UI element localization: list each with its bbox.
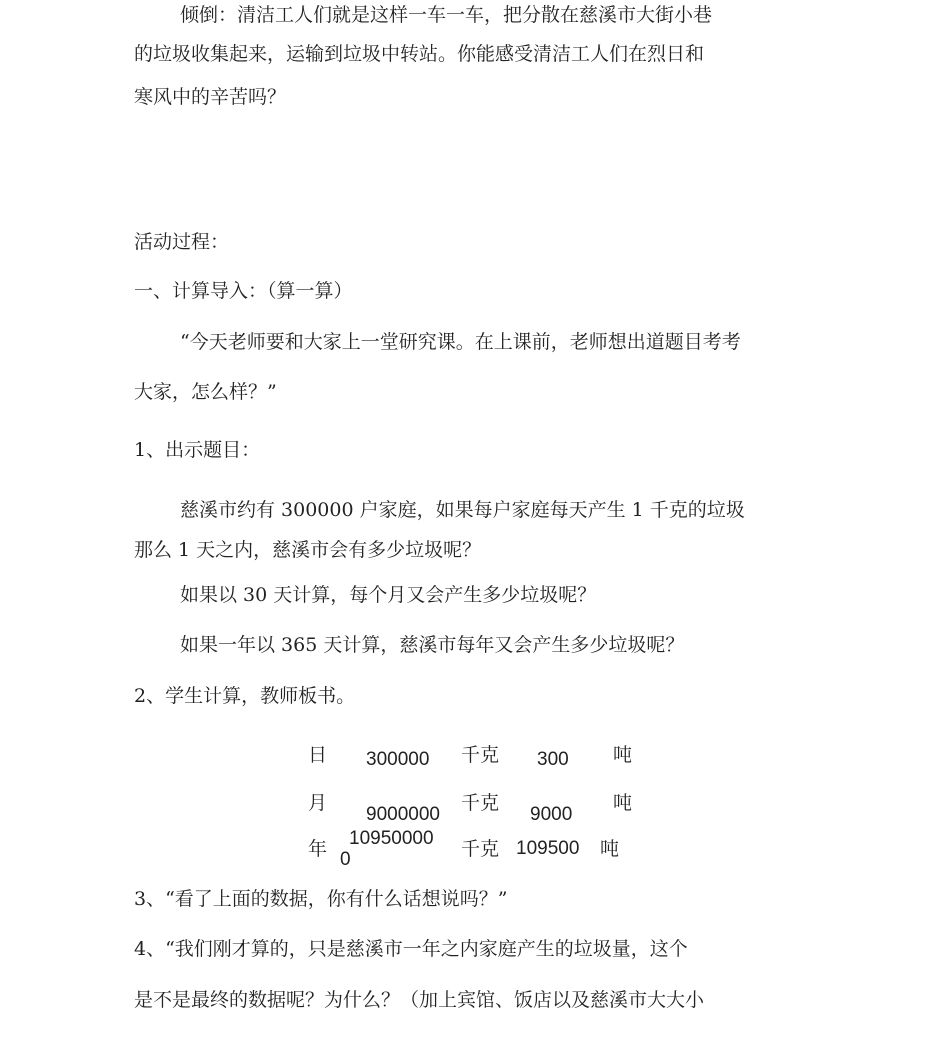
- intro-paragraph-line-1: 倾倒：清洁工人们就是这样一车一车，把分散在慈溪市大街小巷: [180, 4, 713, 26]
- question-1-line-2: 那么 1 天之内，慈溪市会有多少垃圾呢？: [134, 539, 482, 561]
- table-row-year-label: 年: [308, 838, 328, 860]
- table-row-year-ton: 109500: [516, 838, 580, 859]
- table-row-day-kg-unit: 千克: [461, 744, 500, 766]
- table-row-month-kg-unit: 千克: [461, 792, 500, 814]
- table-row-day-label: 日: [308, 744, 328, 766]
- quote-line-1: “今天老师要和大家上一堂研究课。在上课前，老师想出道题目考考: [180, 331, 741, 353]
- question-3: 如果一年以 365 天计算，慈溪市每年又会产生多少垃圾呢？: [180, 634, 685, 656]
- section-1-heading: 一、计算导入：（算一算）: [134, 280, 353, 302]
- intro-paragraph-line-3: 寒风中的辛苦吗？: [134, 86, 287, 108]
- quote-line-2: 大家，怎么样？”: [134, 381, 277, 403]
- table-row-year-kg-overflow: 0: [340, 849, 351, 870]
- item-1-heading: 1、出示题目：: [134, 439, 261, 461]
- item-2-heading: 2、学生计算，教师板书。: [134, 685, 356, 707]
- table-row-year-ton-unit: 吨: [600, 838, 620, 860]
- question-2: 如果以 30 天计算，每个月又会产生多少垃圾呢？: [180, 584, 597, 606]
- table-row-day-ton-unit: 吨: [613, 744, 633, 766]
- item-3: 3、“看了上面的数据，你有什么话想说吗？”: [134, 888, 508, 910]
- table-row-month-ton: 9000: [530, 804, 573, 825]
- table-row-month-kg: 9000000: [366, 804, 440, 825]
- process-heading: 活动过程：: [134, 231, 230, 253]
- table-row-month-label: 月: [308, 792, 328, 814]
- table-row-day-kg: 300000: [366, 749, 430, 770]
- question-1-line-1: 慈溪市约有 300000 户家庭，如果每户家庭每天产生 1 千克的垃圾: [180, 499, 745, 521]
- table-row-year-kg: 10950000: [349, 828, 434, 849]
- item-4-line-1: 4、“我们刚才算的，只是慈溪市一年之内家庭产生的垃圾量，这个: [134, 938, 688, 960]
- table-row-month-ton-unit: 吨: [613, 792, 633, 814]
- intro-paragraph-line-2: 的垃圾收集起来，运输到垃圾中转站。你能感受清洁工人们在烈日和: [134, 43, 705, 65]
- table-row-year-kg-unit: 千克: [461, 838, 500, 860]
- table-row-year: [300, 820, 640, 870]
- table-row-day-ton: 300: [537, 749, 569, 770]
- item-4-line-2: 是不是最终的数据呢？为什么？（加上宾馆、饭店以及慈溪市大大小: [134, 989, 705, 1011]
